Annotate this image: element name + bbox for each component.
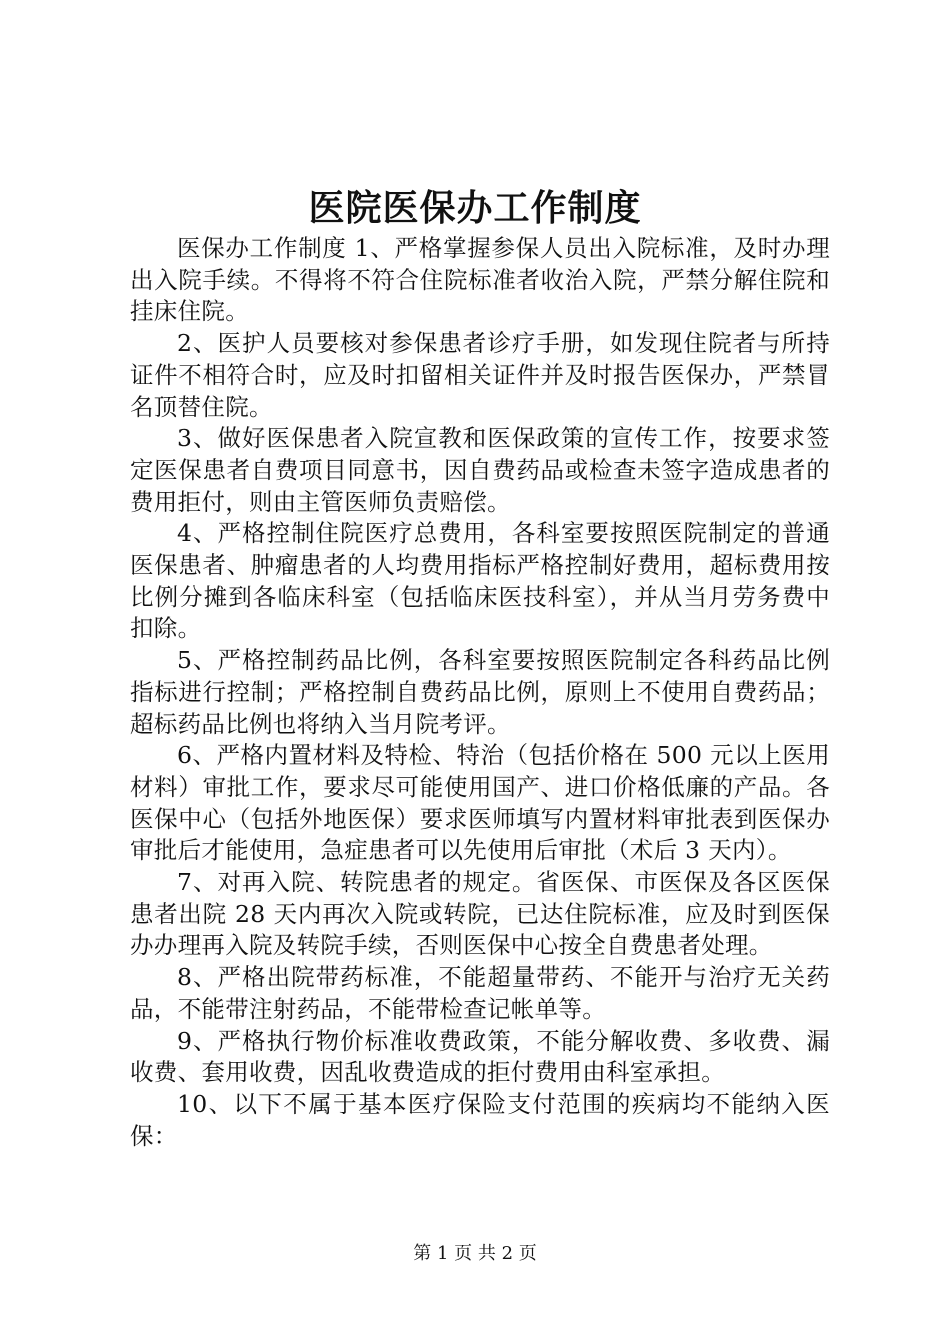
document-title: 医院医保办工作制度 [308, 187, 642, 229]
paragraph-5: 5、严格控制药品比例，各科室要按照医院制定各科药品比例指标进行控制；严格控制自费药品比例，原则上不使用自费药品；超标药品比例也将纳入当月院考评。 [130, 646, 830, 738]
document-body [130, 233, 830, 1152]
paragraph-8: 8、严格出院带药标准，不能超量带药、不能开与治疗无关药品，不能带注射药品，不能带检查记帐单等。 [130, 963, 830, 1023]
paragraph-2: 2、医护人员要核对参保患者诊疗手册，如发现住院者与所持证件不相符合时，应及时扣留相关证件并及时报告医保办，严禁冒名顶替住院。 [130, 329, 830, 421]
paragraph-1: 医保办工作制度 1、严格掌握参保人员出入院标准，及时办理出入院手续。不得将不符合住院标准者收治入院，严禁分解住院和挂床住院。 [130, 234, 830, 326]
paragraph-7: 7、对再入院、转院患者的规定。省医保、市医保及各区医保患者出院 28 天内再次入院或转院，已达住院标准，应及时到医保办办理再入院及转院手续，否则医保中心按全自费患者处理。 [130, 868, 830, 960]
paragraph-10: 10、以下不属于基本医疗保险支付范围的疾病均不能纳入医保： [130, 1089, 830, 1150]
paragraph-9: 9、严格执行物价标准收费政策，不能分解收费、多收费、漏收费、套用收费，因乱收费造成的拒付费用由科室承担。 [130, 1026, 830, 1087]
paragraph-6: 6、严格内置材料及特检、特治（包括价格在 500 元以上医用材料）审批工作，要求尽可能使用国产、进口价格低廉的产品。各医保中心（包括外地医保）要求医师填写内置材料审批表到医保办审批后才能使用，急症患者可以先使用后审批（术后 3 天内）。 [130, 741, 830, 865]
page-footer: 第 1 页 共 2 页 [413, 1243, 537, 1264]
paragraph-3: 3、做好医保患者入院宣教和医保政策的宣传工作，按要求签定医保患者自费项目同意书，因自费药品或检查未签字造成患者的费用拒付，则由主管医师负责赔偿。 [130, 424, 830, 516]
paragraph-4: 4、严格控制住院医疗总费用，各科室要按照医院制定的普通医保患者、肿瘤患者的人均费用指标严格控制好费用，超标费用按比例分摊到各临床科室（包括临床医技科室），并从当月劳务费中扣除。 [130, 519, 830, 643]
